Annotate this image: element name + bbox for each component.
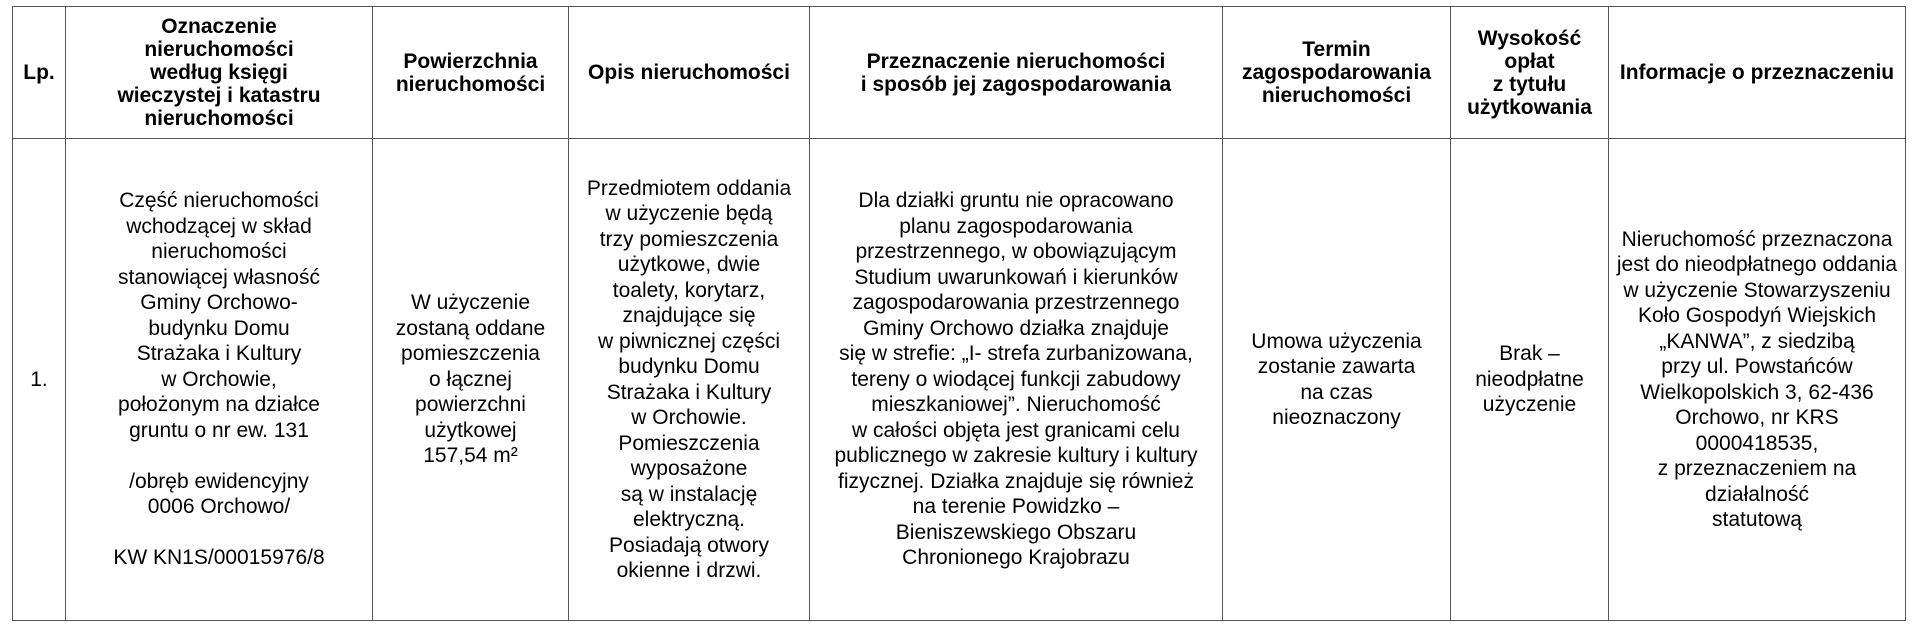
cell-informacje-text: Nieruchomość przeznaczona jest do nieodpłatnego oddania w użyczenie Stowarzyszeniu Koło Gospodyń Wiejskich „KANWA”, z siedzibą przy ul. Powstańców Wielkopolskich 3, 62-436 Orchowo, nr KRS 0000418535, z przeznaczeniem na działalność statutową [1616, 227, 1898, 531]
header-oznaczenie-label: Oznaczenie nieruchomości według księgi wieczystej i katastru nieruchomości [117, 15, 321, 130]
header-row [13, 7, 1906, 139]
cell-lp-text: 1. [30, 367, 48, 391]
table-header [13, 7, 1906, 139]
header-przeznaczenie-label: Przeznaczenie nieruchomości i sposób jej zagospodarowania [860, 49, 1172, 96]
cell-termin [1223, 139, 1451, 621]
header-lp [13, 7, 66, 139]
header-termin [1223, 7, 1451, 139]
cell-powierzchnia-text: W użyczenie zostaną oddane pomieszczenia o łącznej powierzchni użytkowej 157,54 m² [395, 291, 546, 468]
header-informacje-label: Informacje o przeznaczeniu [1619, 61, 1895, 84]
cell-oznaczenie [66, 139, 373, 621]
header-opis [569, 7, 810, 139]
cell-lp [13, 139, 66, 621]
cell-informacje [1609, 139, 1906, 621]
cell-przeznaczenie [810, 139, 1223, 621]
table-body [13, 139, 1906, 621]
cell-powierzchnia [373, 139, 569, 621]
header-oznaczenie [66, 7, 373, 139]
header-oplaty [1451, 7, 1609, 139]
cell-opis-text: Przedmiotem oddania w użyczenie będą trzy pomieszczenia użytkowe, dwie toalety, korytarz, znajdujące się w piwnicznej części budynku Domu Strażaka i Kultury w Orchowie. Pomieszczenia wyposażone są w instalację elektryczną. Posiadają otwory okienne i drzwi. [586, 176, 792, 582]
header-opis-label: Opis nieruchomości [588, 61, 790, 84]
header-powierzchnia [373, 7, 569, 139]
header-przeznaczenie [810, 7, 1223, 139]
cell-oplaty [1451, 139, 1609, 621]
cell-termin-text: Umowa użyczenia zostanie zawarta na czas nieoznaczony [1251, 329, 1422, 429]
header-termin-label: Termin zagospodarowania nieruchomości [1241, 38, 1432, 107]
header-informacje [1609, 7, 1906, 139]
cell-oznaczenie-text: Część nieruchomości wchodzącej w skład nieruchomości stanowiącej własność Gminy Orchowo- budynku Domu Strażaka i Kultury w Orchowie, położonym na działce gruntu o nr ew. 131 /obręb ewidencyjny 0006 Orchowo/ KW KN1S/00015976/8 [113, 189, 325, 570]
header-powierzchnia-label: Powierzchnia nieruchomości [395, 49, 546, 96]
property-table [12, 6, 1906, 621]
cell-opis [569, 139, 810, 621]
cell-przeznaczenie-text: Dla działki gruntu nie opracowano planu zagospodarowania przestrzennego, w obowiązującym Studium uwarunkowań i kierunków zagospodarowania przestrzennego Gminy Orchowo działka znajduje się w strefie: „I- strefa zurbanizowana, tereny o wiodącej funkcji zabudowy mieszkaniowej”. Nieruchomość w całości objęta jest granicami celu publicznego w zakresie kultury i kultury fizycznej. Działka znajduje się również na terenie Powidzko – Bieniszewskiego Obszaru Chronionego Krajobrazu [834, 189, 1198, 570]
cell-oplaty-text: Brak – nieodpłatne użyczenie [1475, 342, 1584, 417]
table-row [13, 139, 1906, 621]
header-oplaty-label: Wysokość opłat z tytułu użytkowania [1467, 26, 1592, 119]
header-lp-label: Lp. [23, 61, 55, 84]
